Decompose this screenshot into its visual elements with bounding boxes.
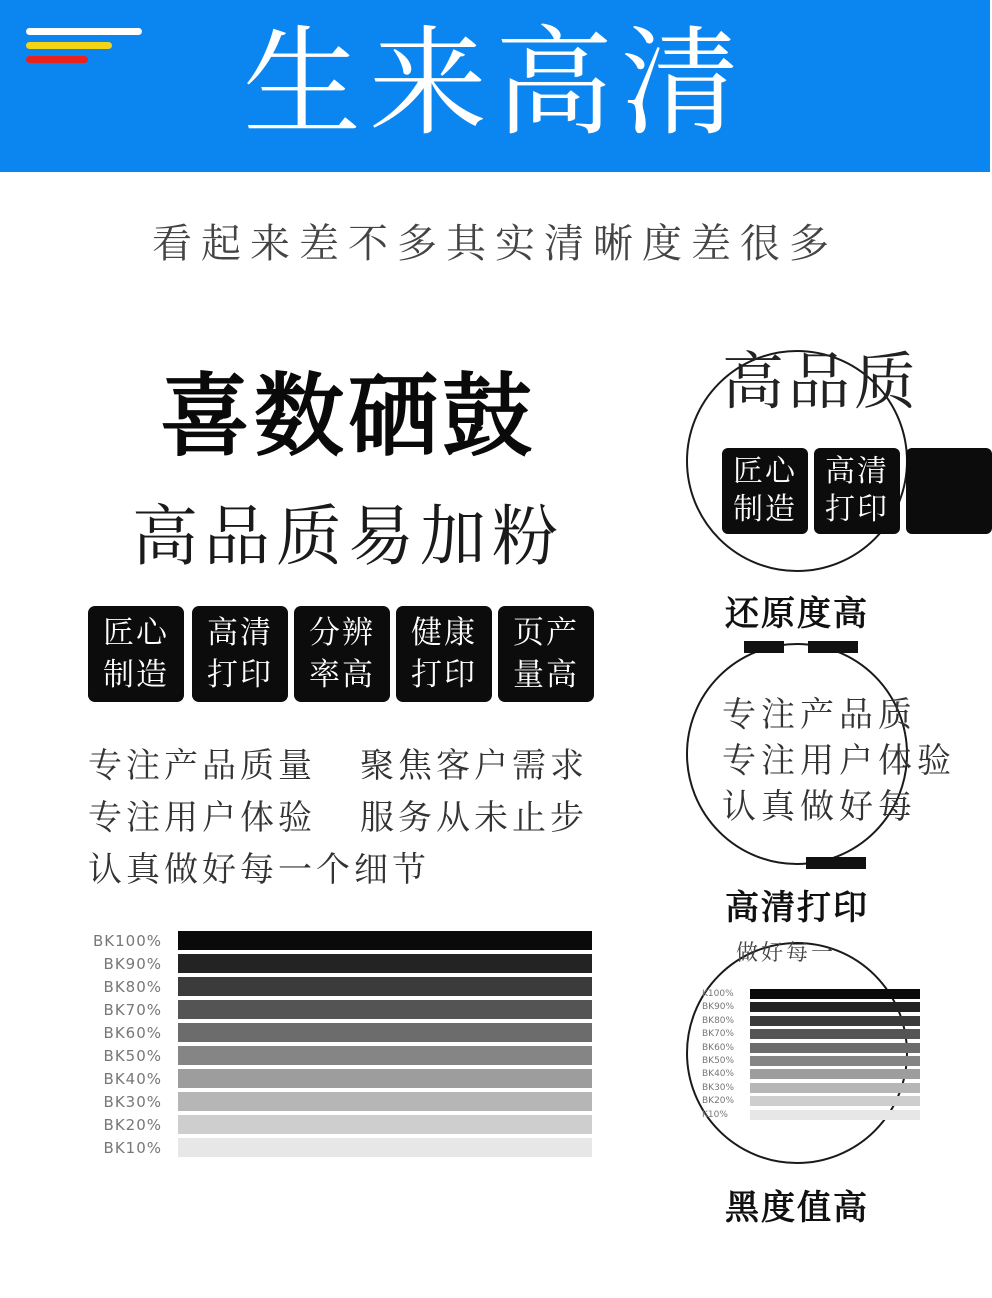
zoom-grayscale-label: BK50% <box>702 1056 735 1066</box>
grayscale-row <box>88 1068 598 1091</box>
zoom-circle-blackness <box>686 942 908 1164</box>
badge-page-yield <box>498 606 594 702</box>
slogan-block <box>88 738 608 894</box>
grayscale-label: BK50% <box>103 1047 162 1065</box>
slogan-text: 专注产品质量 <box>88 746 316 786</box>
grayscale-label: BK20% <box>103 1116 162 1134</box>
badge-line: 打印 <box>825 492 889 527</box>
zoom-grayscale-bar <box>750 1110 920 1120</box>
grayscale-bar <box>178 1115 592 1134</box>
zoom-badge-partial <box>906 448 992 534</box>
zoom-text-row: 专注用户体验 <box>722 741 956 781</box>
zoom-grayscale-label: BK20% <box>702 1096 735 1107</box>
badge-line: 率高 <box>309 657 375 693</box>
badge-line: 打印 <box>207 657 273 693</box>
zoom-grayscale-bar <box>750 1029 920 1039</box>
grayscale-label: BK80% <box>103 978 162 996</box>
grayscale-label: BK100% <box>92 932 162 950</box>
zoom-big-text: 高品质 <box>722 345 921 418</box>
grayscale-bar <box>178 1023 592 1042</box>
zoom-edge-mark <box>808 641 858 653</box>
slogan-row <box>88 790 608 842</box>
zoom-grayscale-label: K100% <box>702 989 734 999</box>
grayscale-label: BK60% <box>103 1024 162 1042</box>
grayscale-row <box>88 999 598 1022</box>
zoom-grayscale-label: K10% <box>702 1109 728 1120</box>
zoom-text-row: 专注产品质 <box>722 695 917 735</box>
badge-line: 高清 <box>207 615 273 651</box>
zoom-grayscale-row <box>688 988 910 1000</box>
badge-resolution <box>294 606 390 702</box>
badge-line: 制造 <box>103 657 169 693</box>
zoom-top-text: 做好每一 <box>736 941 837 966</box>
zoom-edge-mark <box>806 857 866 869</box>
grayscale-bar <box>178 954 592 973</box>
badge-line: 打印 <box>411 657 477 693</box>
zoom-grayscale-label: BK90% <box>702 1002 735 1013</box>
slogan-row <box>88 738 608 790</box>
zoom-grayscale-bar <box>750 1083 920 1093</box>
zoom-label-restoration: 还原度高 <box>725 594 869 634</box>
zoom-grayscale-row <box>688 1001 910 1013</box>
slogan-text: 认真做好每一个细节 <box>88 850 430 890</box>
zoom-grayscale-label: BK80% <box>702 1015 735 1026</box>
grayscale-row <box>88 1045 598 1068</box>
grayscale-bar <box>178 931 592 950</box>
badge-line: 匠心 <box>103 615 169 651</box>
grayscale-row <box>88 1022 598 1045</box>
zoom-badge <box>814 448 900 534</box>
grayscale-label: BK40% <box>103 1070 162 1088</box>
grayscale-label: BK10% <box>103 1139 162 1157</box>
zoom-edge-mark <box>744 641 784 653</box>
badge-line: 制造 <box>733 492 797 527</box>
grayscale-label: BK70% <box>103 1001 162 1019</box>
top-banner <box>0 0 990 172</box>
badge-line: 量高 <box>513 657 579 693</box>
badge-line: 高清 <box>825 454 889 489</box>
grayscale-label: BK30% <box>103 1093 162 1111</box>
zoom-grayscale-row <box>688 1042 910 1054</box>
banner-title: 生来高清 <box>242 14 747 152</box>
grayscale-bar <box>178 1138 592 1157</box>
brand-name: 喜数硒鼓 <box>160 364 536 469</box>
zoom-label-blackness: 黑度值高 <box>725 1188 869 1228</box>
grayscale-bar <box>178 1069 592 1088</box>
zoom-label-hd-print: 高清打印 <box>725 888 869 928</box>
zoom-grayscale-row <box>688 1055 910 1067</box>
zoom-grayscale-row <box>688 1015 910 1027</box>
zoom-grayscale-label: BK70% <box>702 1029 735 1040</box>
zoom-grayscale-row <box>688 1109 910 1121</box>
badge-line: 分辨 <box>309 615 375 651</box>
badge-healthy-print <box>396 606 492 702</box>
zoom-grayscale-row <box>688 1028 910 1040</box>
zoom-grayscale-label: BK60% <box>702 1042 735 1053</box>
grayscale-test-strip <box>88 930 598 1160</box>
badge-line: 匠心 <box>733 454 797 489</box>
zoom-badge <box>722 448 808 534</box>
slogan-row <box>88 842 608 894</box>
grayscale-row <box>88 1091 598 1114</box>
grayscale-row <box>88 1114 598 1137</box>
zoom-grayscale-bar <box>750 989 920 999</box>
grayscale-label: BK90% <box>103 955 162 973</box>
grayscale-row <box>88 976 598 999</box>
badge-line: 页产 <box>513 615 579 651</box>
zoom-grayscale-label: BK40% <box>702 1069 735 1080</box>
zoom-grayscale-bar <box>750 1016 920 1026</box>
zoom-grayscale-row <box>688 1095 910 1107</box>
grayscale-bar <box>178 1046 592 1065</box>
badge-hd-print <box>192 606 288 702</box>
slogan-text: 专注用户体验 <box>88 798 316 838</box>
grayscale-row <box>88 930 598 953</box>
zoom-grayscale-bar <box>750 1096 920 1106</box>
grayscale-bar <box>178 977 592 996</box>
zoom-circle-hd-print <box>686 643 956 865</box>
grayscale-bar <box>178 1092 592 1111</box>
zoom-grayscale-bar <box>750 1056 920 1066</box>
tagline: 高品质易加粉 <box>132 498 564 575</box>
zoom-grayscale-bar <box>750 1043 920 1053</box>
zoom-text-row: 认真做好每 <box>722 787 917 827</box>
feature-badges <box>88 606 598 704</box>
zoom-grayscale-label: BK30% <box>702 1082 735 1093</box>
subtitle: 看起来差不多其实清晰度差很多 <box>152 221 838 267</box>
grayscale-row <box>88 953 598 976</box>
slogan-text: 聚焦客户需求 <box>360 746 588 786</box>
slogan-text: 服务从未止步 <box>360 798 588 838</box>
grayscale-row <box>88 1137 598 1160</box>
zoom-grayscale-bar <box>750 1002 920 1012</box>
grayscale-bar <box>178 1000 592 1019</box>
badge-craftsmanship <box>88 606 184 702</box>
badge-line: 健康 <box>411 615 477 651</box>
zoom-grayscale-row <box>688 1068 910 1080</box>
zoom-grayscale-row <box>688 1082 910 1094</box>
zoom-grayscale-bar <box>750 1069 920 1079</box>
zoom-circle-restoration <box>686 345 921 572</box>
